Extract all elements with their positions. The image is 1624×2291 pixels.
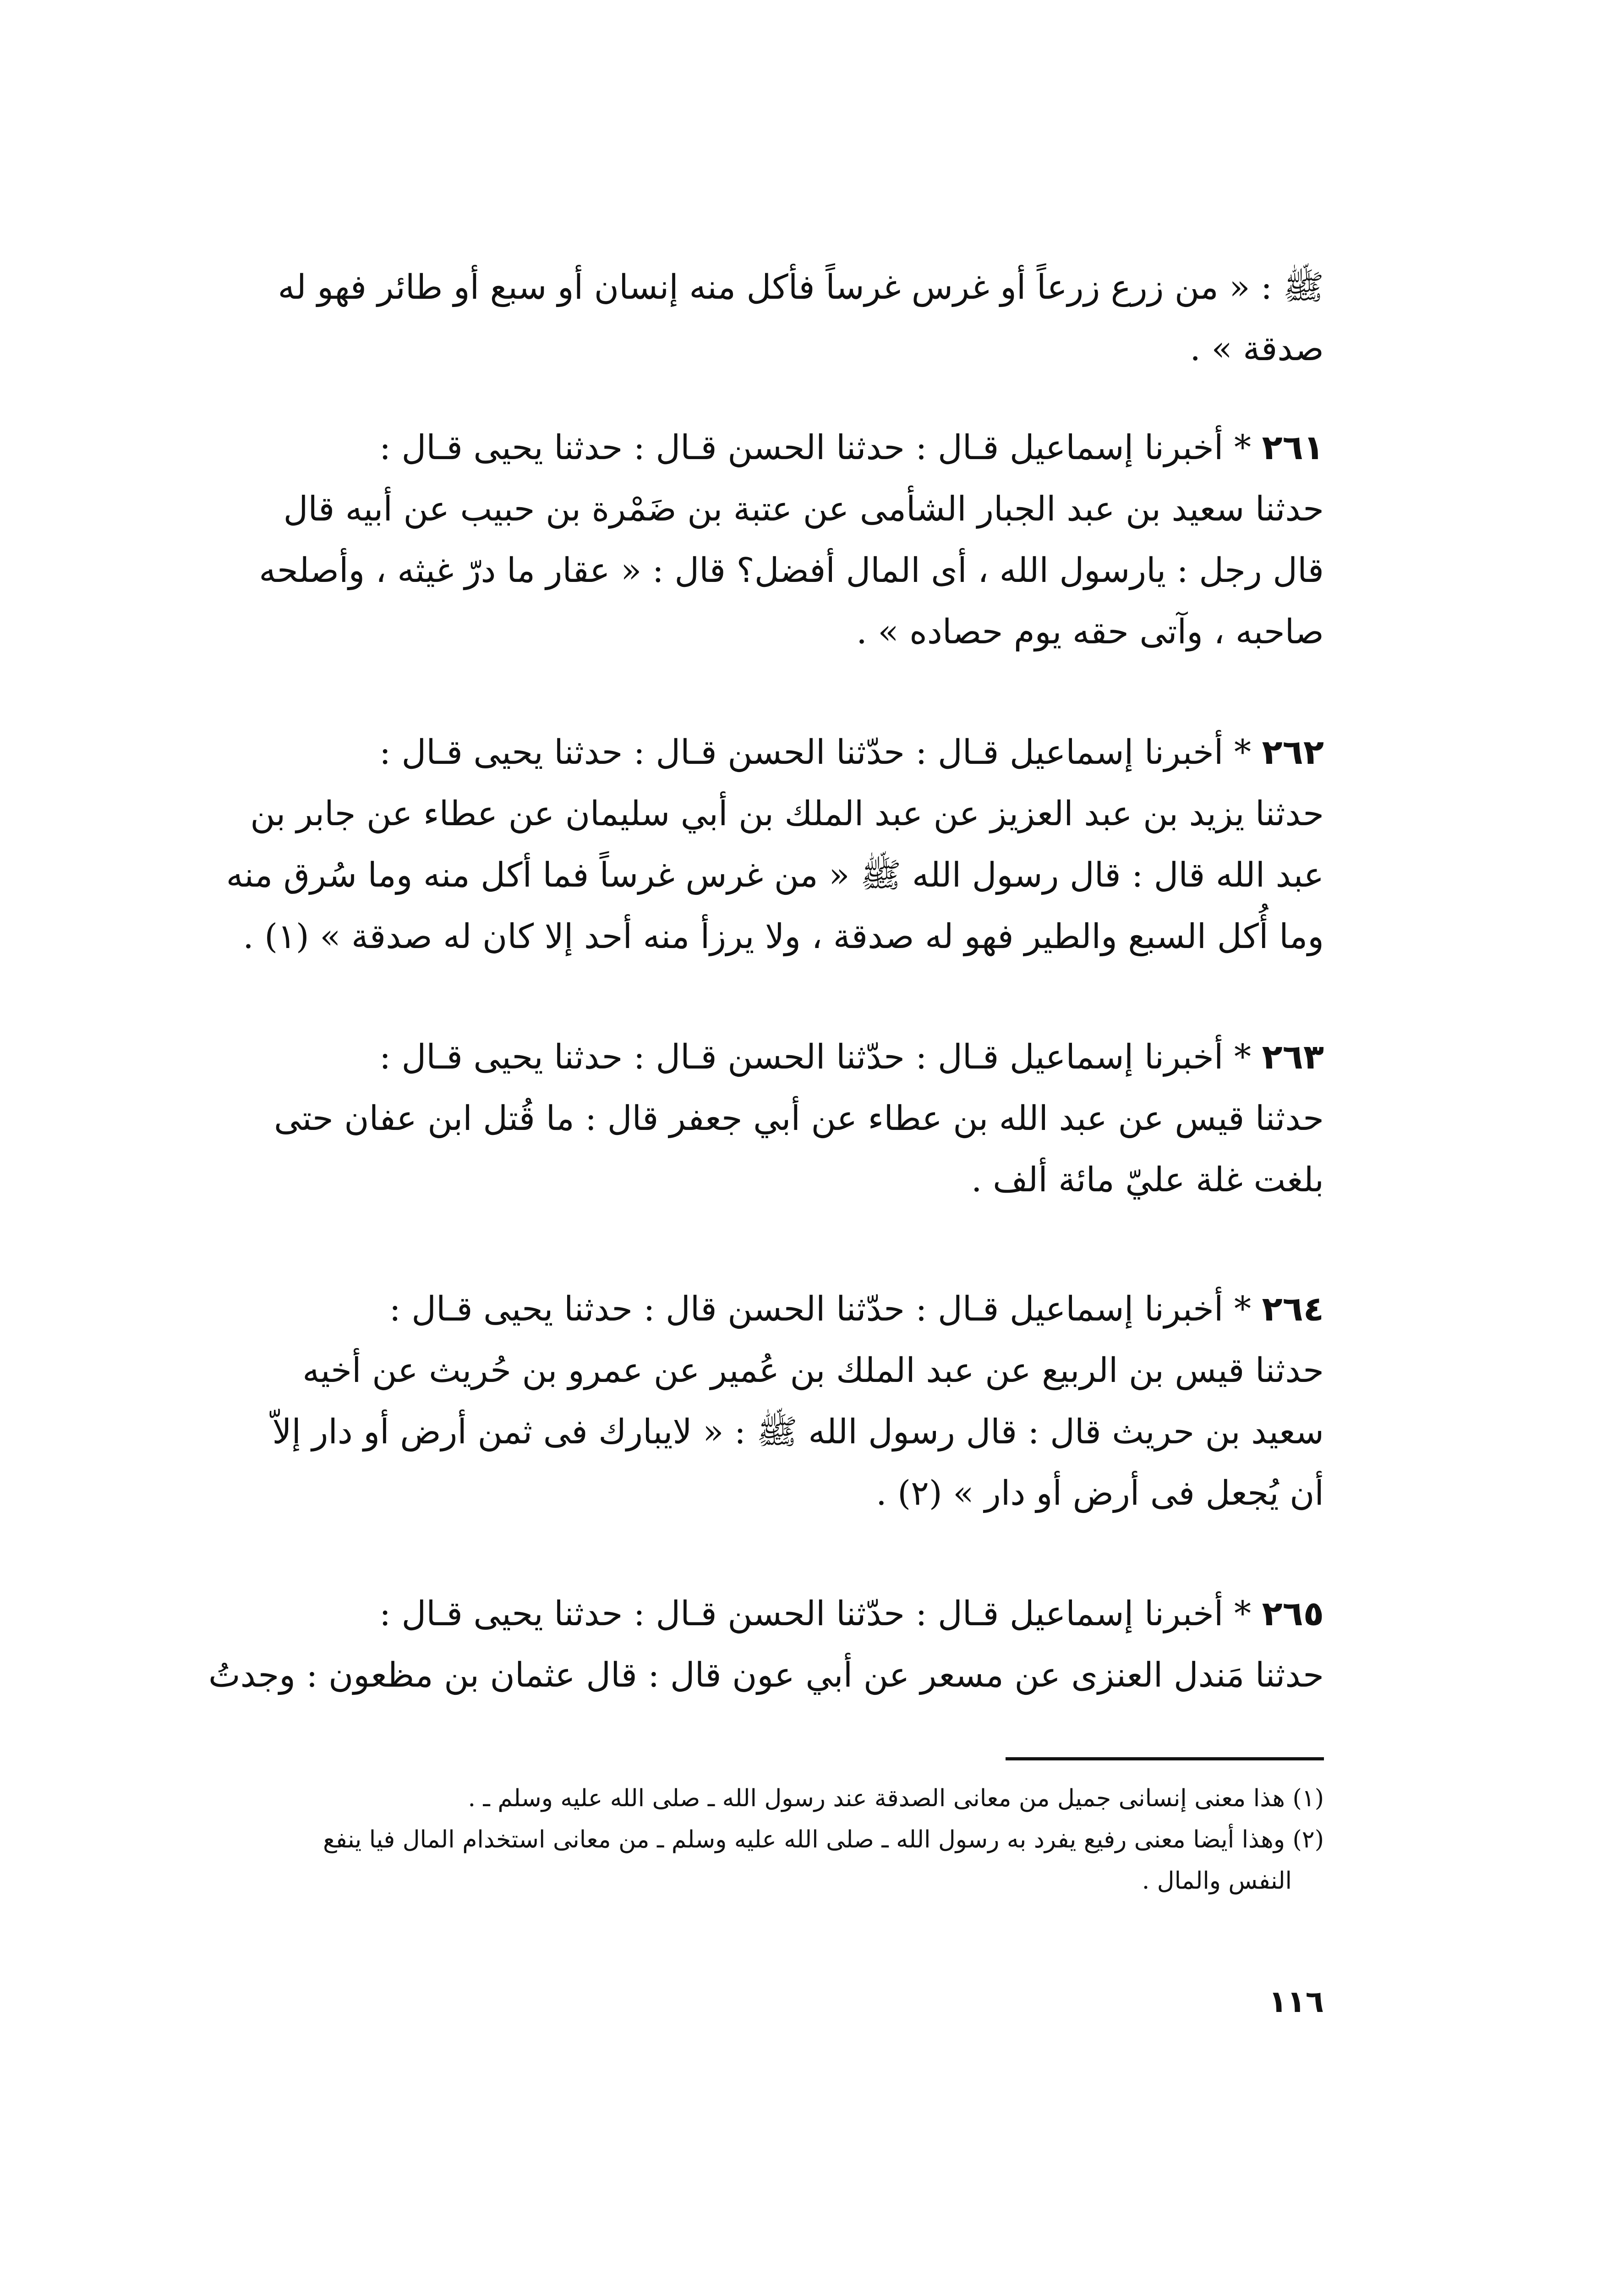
text-line: حدثنا سعيد بن عبد الجبار الشأمى عن عتبة بن ضَمْرة بن حبيب عن أبيه قال <box>283 489 1324 529</box>
text-line: قال رجل : يارسول الله ، أى المال أفضل؟ قال : « عقار ما درّ غيثه ، وأصلحه <box>259 551 1324 590</box>
hadith-intro: * أخبرنا إسماعيل قـال : حدّثنا الحسن قـال : حدثنا يحيى قـال : <box>379 1594 1251 1633</box>
hadith-261 <box>259 417 1324 663</box>
hadith-intro-line <box>270 722 1324 783</box>
text-line: عبد الله قال : قال رسول الله ﷺ « من غرس غرساً فما أكل منه وما سُرق منه <box>226 855 1324 895</box>
page-number: ١١٦ <box>1269 1984 1324 2019</box>
text-line: حدثنا قيس عن عبد الله بن عطاء عن أبي جعفر قال : ما قُتل ابن عفان حتى <box>274 1099 1324 1138</box>
hadith-264 <box>270 1278 1324 1524</box>
text-line: حدثنا يزيد بن عبد العزيز عن عبد الملك بن أبي سليمان عن عطاء عن جابر بن <box>250 794 1324 833</box>
footnote: (١) هذا معنى إنسانى جميل من معانى الصدقة عند رسول الله ـ صلى الله عليه وسلم ـ . <box>468 1785 1324 1812</box>
text-line: صاحبه ، وآتى حقه يوم حصاده » . <box>856 612 1324 652</box>
footnote-divider <box>1006 1757 1324 1760</box>
text-line: سعيد بن حريث قال : قال رسول الله ﷺ : « لايبارك فى ثمن أرض أو دار إلاّ <box>272 1412 1324 1452</box>
text-line: حدثنا مَندل العنزى عن مسعر عن أبي عون قال : قال عثمان بن مظعون : وجدتُ <box>208 1655 1324 1695</box>
text-line: حدثنا قيس بن الربيع عن عبد الملك بن عُمير عن عمرو بن حُريث عن أخيه <box>302 1351 1324 1390</box>
footnote: (٢) وهذا أيضا معنى رفيع يفرد به رسول الله ـ صلى الله عليه وسلم ـ من معانى استخدام المال فيا ينفع <box>323 1826 1324 1853</box>
hadith-intro-line <box>270 1278 1324 1340</box>
hadith-intro: * أخبرنا إسماعيل قـال : حدثنا الحسن قـال : حدثنا يحيى قـال : <box>379 428 1251 467</box>
text-line: وما أُكل السبع والطير فهو له صدقة ، ولا يرزأ منه أحد إلا كان له صدقة » (١) . <box>243 917 1324 956</box>
hadith-intro-line <box>270 1026 1324 1088</box>
hadith-number: ٢٦٣ <box>1262 1037 1324 1077</box>
text-line: صدقة » . <box>1190 329 1324 368</box>
hadith-number: ٢٦٢ <box>1262 733 1324 772</box>
hadith-intro: * أخبرنا إسماعيل قـال : حدّثنا الحسن قـال : حدثنا يحيى قـال : <box>379 733 1251 772</box>
hadith-intro-line <box>270 1583 1324 1644</box>
hadith-number: ٢٦١ <box>1262 428 1324 467</box>
continuation-paragraph <box>270 257 1324 379</box>
footnote-continuation: النفس والمال . <box>1142 1867 1292 1895</box>
hadith-262 <box>226 722 1324 967</box>
hadith-intro-line <box>270 417 1324 478</box>
hadith-intro: * أخبرنا إسماعيل قـال : حدّثنا الحسن قال : حدثنا يحيى قـال : <box>389 1289 1251 1329</box>
footnotes <box>270 1778 1324 1902</box>
text-line: بلغت غلة عليّ مائة ألف . <box>971 1160 1324 1200</box>
text-line: أن يُجعل فى أرض أو دار » (٢) . <box>876 1474 1324 1513</box>
hadith-265 <box>208 1583 1324 1706</box>
hadith-number: ٢٦٤ <box>1262 1289 1324 1329</box>
text-line: ﷺ : « من زرع زرعاً أو غرس غرساً فأكل منه إنسان أو سبع أو طائر فهو له <box>278 268 1324 307</box>
hadith-263 <box>270 1026 1324 1211</box>
hadith-number: ٢٦٥ <box>1262 1594 1324 1633</box>
hadith-intro: * أخبرنا إسماعيل قـال : حدّثنا الحسن قـال : حدثنا يحيى قـال : <box>379 1037 1251 1077</box>
